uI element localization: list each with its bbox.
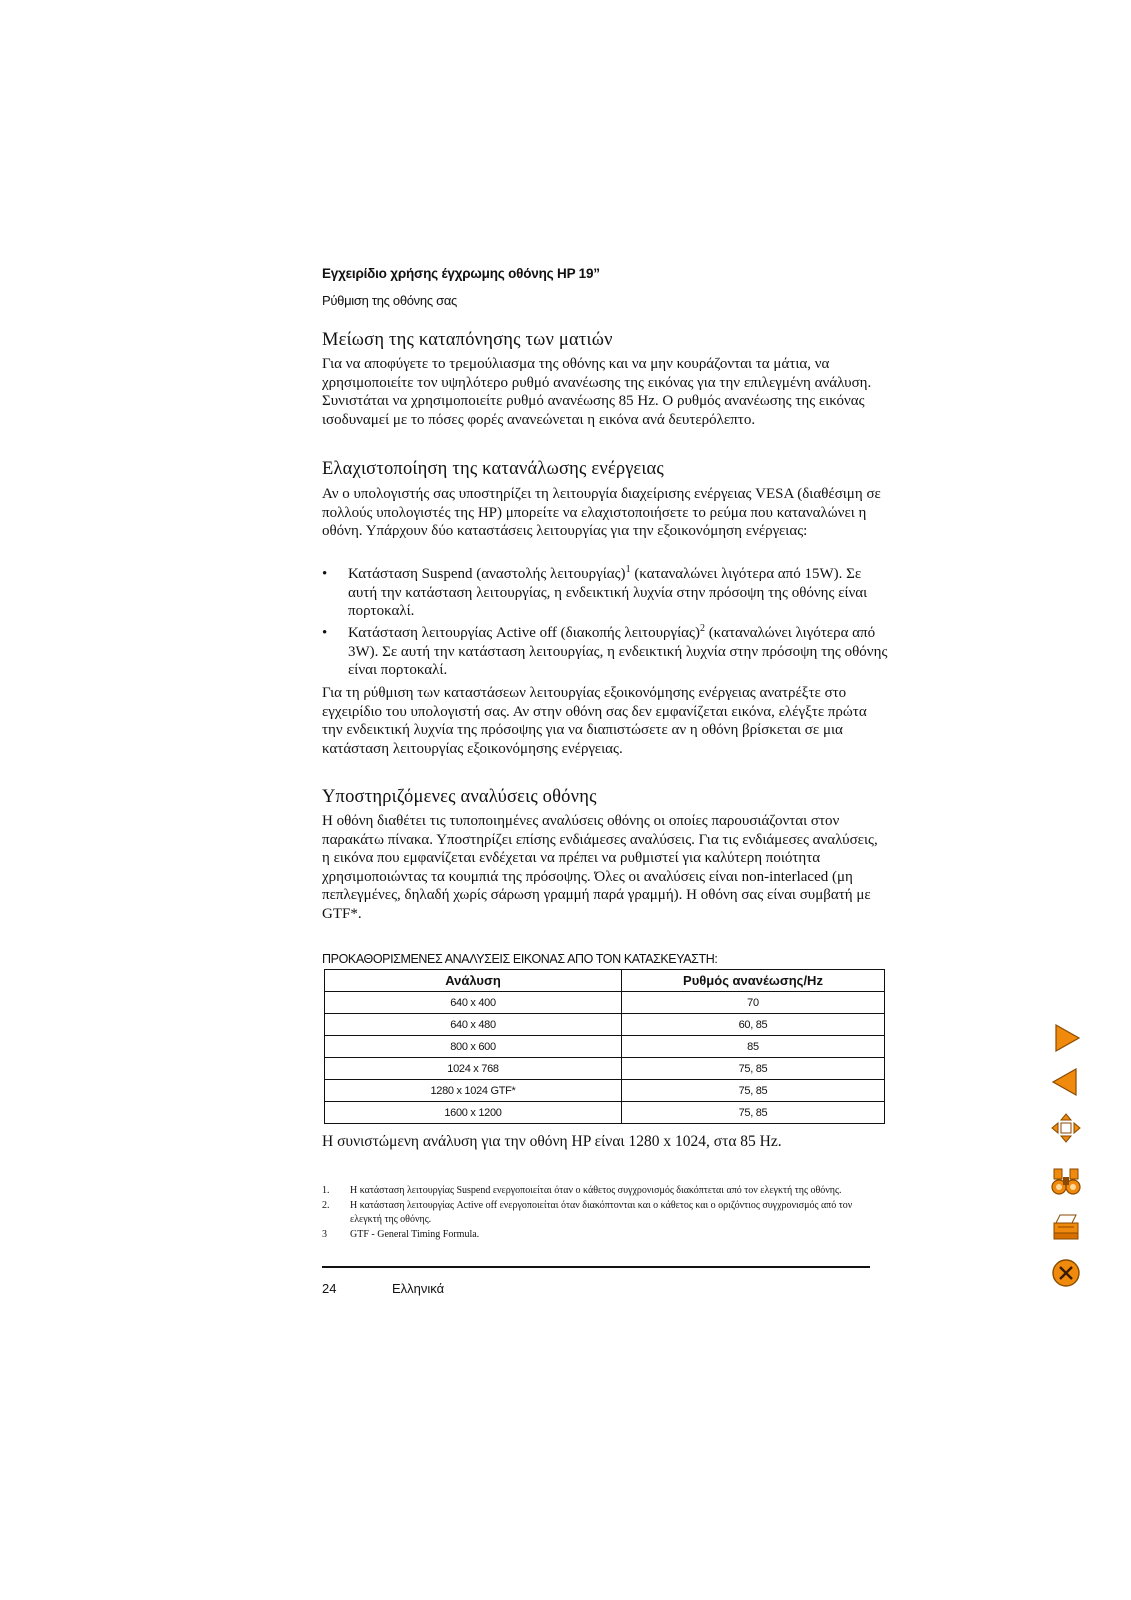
section-heading-power: Ελαχιστοποίηση της κατανάλωσης ενέργειας — [322, 459, 664, 479]
bullet-suspend — [322, 565, 888, 621]
footnote-ref[interactable]: 2 — [699, 623, 705, 634]
page-language: Ελληνικά — [392, 1281, 445, 1296]
document-title: Εγχειρίδιο χρήσης έγχρωμης οθόνης HP 19” — [322, 266, 600, 281]
column-header-resolution: Ανάλυση — [325, 970, 622, 992]
resolution-table — [324, 969, 885, 1124]
table-header-row — [325, 970, 885, 992]
navigate-icon[interactable] — [1050, 1112, 1082, 1144]
bullet-dot: • — [322, 625, 328, 641]
bullet-dot: • — [322, 566, 328, 582]
power-outro-paragraph: Για τη ρύθμιση των καταστάσεων λειτουργίας εξοικονόμησης ενέργειας ανατρέξτε στο εγχειρίδιο του υπολογιστή σας. Αν στην οθόνη σας δεν εμφανίζεται εικόνα, ελέγξτε πρώτα την ενδεικτική λυχνία της πρόσοψης για να διαπιστώσετε αν η οθόνη βρίσκεται σε μια κατάσταση λειτουργίας εξοικονόμησης ενέργειας. — [322, 685, 867, 757]
previous-page-icon[interactable] — [1050, 1066, 1082, 1098]
table-row — [325, 1036, 885, 1058]
refresh-cell: 85 — [622, 1036, 885, 1058]
resolution-cell: 640 x 400 — [325, 992, 622, 1014]
refresh-cell: 70 — [622, 992, 885, 1014]
footnote-2: 2. Η κατάσταση λειτουργίας Active off ενεργοποιείται όταν διακόπτονται και ο κάθετος και ο οριζόντιος συγχρονισμός από τον ελεγκτή της οθόνης. — [322, 1200, 853, 1225]
bullet-text: Κατάσταση λειτουργίας Active off (διακοπής λειτουργίας)$^2$ (καταναλώνει λιγότερα από 3W). Σε αυτή την κατάσταση λειτουργίας, η ενδεικτική λυχνία στην πρόσοψη της οθόνης είναι πορτοκαλί. — [348, 623, 888, 678]
page-number: 24 — [322, 1281, 337, 1296]
power-intro-paragraph: Αν ο υπολογιστής σας υποστηρίζει τη λειτουργία διαχείρισης ενέργειας VESA (διαθέσιμη σε πολλούς υπολογιστές της HP) μπορείτε να ελαχιστοποιήσετε το ρεύμα που καταναλώνει η οθόνη. Υπάρχουν δύο καταστάσεις λειτουργίας για την εξοικονόμηση ενέργειας: — [322, 486, 881, 539]
refresh-cell: 60, 85 — [622, 1014, 885, 1036]
section-heading-eye-strain: Μείωση της καταπόνησης των ματιών — [322, 330, 613, 350]
next-page-icon[interactable] — [1050, 1022, 1082, 1054]
table-row — [325, 1014, 885, 1036]
print-icon[interactable] — [1050, 1211, 1082, 1243]
resolution-cell: 1280 x 1024 GTF* — [325, 1080, 622, 1102]
refresh-cell: 75, 85 — [622, 1058, 885, 1080]
resolution-cell: 1600 x 1200 — [325, 1102, 622, 1124]
bullet-active-off — [322, 624, 888, 680]
eye-strain-paragraph: Για να αποφύγετε το τρεμούλιασμα της οθόνης και να μην κουράζονται τα μάτια, να χρησιμοποιείτε τον υψηλότερο ρυθμό ανανέωσης της εικόνας για την επιλεγμένη ανάλυση. Συνιστάται να χρησιμοποιείτε ρυθμό ανανέωσης 85 Hz. Ο ρυθμός ανανέωσης της εικόνας ισοδυναμεί με το πόσες φορές ανανεώνεται η εικόνα ανά δευτερόλεπτο. — [322, 356, 872, 428]
resolution-cell: 800 x 600 — [325, 1036, 622, 1058]
section-heading-resolutions: Υποστηριζόμενες αναλύσεις οθόνης — [322, 787, 597, 807]
column-header-refresh: Ρυθμός ανανέωσης/Hz — [622, 970, 885, 992]
table-caption: ΠΡΟΚΑΘΟΡΙΣΜΕΝΕΣ ΑΝΑΛΥΣΕΙΣ ΕΙΚΟΝΑΣ ΑΠΟ ΤΟΝ ΚΑΤΑΣΚΕΥΑΣΤΗ: — [322, 952, 718, 966]
refresh-cell: 75, 85 — [622, 1102, 885, 1124]
footer-rule — [322, 1266, 870, 1268]
refresh-cell: 75, 85 — [622, 1080, 885, 1102]
search-binoculars-icon[interactable] — [1050, 1165, 1082, 1197]
resolution-cell: 640 x 480 — [325, 1014, 622, 1036]
chapter-subtitle: Ρύθμιση της οθόνης σας — [322, 293, 457, 308]
bullet-text: Κατάσταση Suspend (αναστολής λειτουργίας)$^1$ (καταναλώνει λιγότερα από 15W). Σε αυτή την κατάσταση λειτουργίας, η ενδεικτική λυχνία στην πρόσοψη της οθόνης είναι πορτοκαλί. — [348, 564, 868, 619]
resolution-cell: 1024 x 768 — [325, 1058, 622, 1080]
footnotes — [322, 1184, 882, 1243]
footnote-3: 3 GTF - General Timing Formula. — [322, 1229, 480, 1240]
table-row — [325, 1058, 885, 1080]
table-row — [325, 1080, 885, 1102]
table-row — [325, 1102, 885, 1124]
footnote-1: 1. Η κατάσταση λειτουργίας Suspend ενεργοποιείται όταν ο κάθετος συγχρονισμός διακόπτεται από τον ελεγκτή της οθόνης. — [322, 1185, 842, 1196]
table-row — [325, 992, 885, 1014]
recommended-resolution: Η συνιστώμενη ανάλυση για την οθόνη HP είναι 1280 x 1024, στα 85 Hz. — [322, 1133, 782, 1150]
close-icon[interactable] — [1050, 1257, 1082, 1289]
resolutions-paragraph: Η οθόνη διαθέτει τις τυποποιημένες αναλύσεις οθόνης οι οποίες παρουσιάζονται στον παρακάτω πίνακα. Υποστηρίζει επίσης ενδιάμεσες αναλύσεις. Για τις ενδιάμεσες αναλύσεις, η εικόνα που εμφανίζεται ενδέχεται να πρέπει να ρυθμιστεί για καλύτερη ποιότητα χρησιμοποιώντας τα κουμπιά της πρόσοψης. Όλες οι αναλύσεις είναι non-interlaced (μη πεπλεγμένες, δηλαδή χωρίς σάρωση γραμμή παρά γραμμή). Η οθόνη σας είναι συμβατή με GTF*. — [322, 813, 878, 922]
footnote-ref[interactable]: 1 — [625, 564, 631, 575]
